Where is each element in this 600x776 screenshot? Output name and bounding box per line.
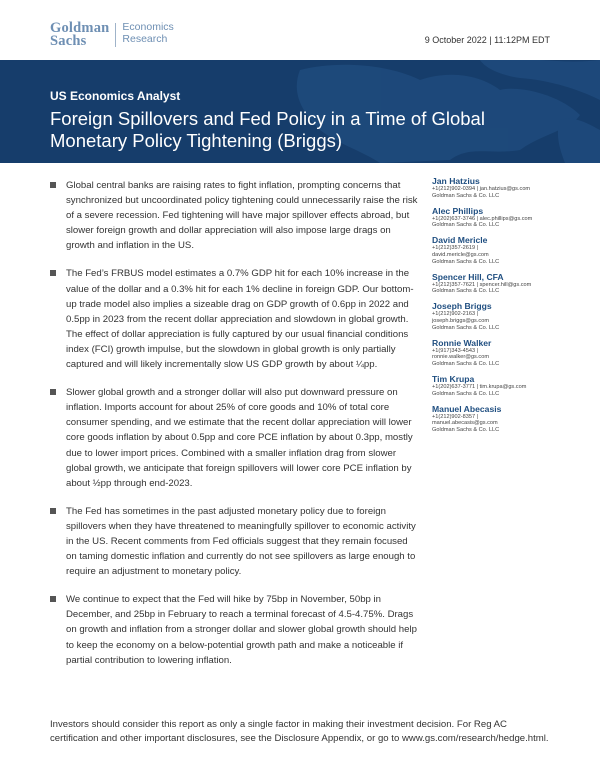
bullet-point: Slower global growth and a stronger dollar will also put downward pressure on inflation. Imports account for about 25% of core goods and 10% of total core consumer spending, and we estimate that the recent dollar appreciation will lower core goods inflation by about 0.5pp and core PCE inflation by about 0.3pp, mostly due to lower import prices. Combined with a smaller inflation drag from slower global growth, we anticipate that foreign spillovers will lower core PCE inflation by about ½pp through end-2023. <box>50 385 420 491</box>
author-contact[interactable]: +1(212)902-0394 | jan.hatzius@gs.com <box>432 186 531 192</box>
author-firm: Goldman Sachs & Co. LLC <box>432 258 500 265</box>
author-firm: Goldman Sachs & Co. LLC <box>432 192 500 199</box>
author-contact[interactable]: +1(212)357-7621 | spencer.hill@gs.com <box>432 281 532 288</box>
author-phone: +1(212)902-8357 | <box>432 413 479 420</box>
author-name[interactable]: Alec Phillips <box>432 205 484 216</box>
author-entry <box>432 338 572 368</box>
goldman-sachs-logo[interactable] <box>50 22 174 48</box>
bullet-square-icon <box>50 182 56 188</box>
author-name[interactable]: Tim Krupa <box>432 373 475 384</box>
author-entry <box>432 206 572 230</box>
author-firm: Goldman Sachs & Co. LLC <box>432 361 500 368</box>
bullet-point: The Fed has sometimes in the past adjusted monetary policy due to foreign spillovers when they have threatened to meaningfully spillover to economic activity in the US. Recent comments from Fed officials suggest that they remain focused on taming domestic inflation and currently do not see spillovers as large enough to require an adjustment to monetary policy. <box>50 504 420 579</box>
author-email[interactable]: joseph.briggs@gs.com <box>432 317 489 324</box>
author-entry <box>432 272 572 296</box>
report-title: Foreign Spillovers and Fed Policy in a Time of Global Monetary Policy Tightening (Briggs) <box>50 108 485 151</box>
author-email[interactable]: david.mericle@gs.com <box>432 251 489 258</box>
bullet-point: Global central banks are raising rates to fight inflation, prompting concerns that synchronized but uncoordinated policy tightening could unnecessarily raise the risk of a severe recession. Fed tightening will have major spillover effects abroad, but slower foreign growth and dollar appreciation will also impose large drags on growth and inflation in the US. <box>50 178 420 253</box>
author-name[interactable]: Spencer Hill, CFA <box>432 271 504 282</box>
author-phone: +1(212)902-2163 | <box>432 311 479 318</box>
author-firm: Goldman Sachs & Co. LLC <box>432 427 500 434</box>
bullet-square-icon <box>50 270 56 276</box>
key-points <box>50 178 420 681</box>
author-firm: Goldman Sachs & Co. LLC <box>432 390 500 397</box>
author-name[interactable]: Joseph Briggs <box>432 301 492 312</box>
logo-divider <box>115 23 116 47</box>
author-entry <box>432 301 572 331</box>
author-list <box>432 176 572 440</box>
author-contact[interactable]: +1(202)637-3771 | tim.krupa@gs.com <box>432 383 527 390</box>
author-contact[interactable]: +1(202)637-3746 | alec.phillips@gs.com <box>432 215 533 222</box>
author-name[interactable]: Jan Hatzius <box>432 176 480 186</box>
series-name: US Economics Analyst <box>50 89 181 103</box>
author-entry <box>432 235 572 265</box>
bullet-square-icon <box>50 596 56 602</box>
bullet-point: The Fed’s FRBUS model estimates a 0.7% GDP hit for each 10% increase in the value of the dollar and a 0.3% hit for each 1% decline in foreign GDP. Our bottom-up trade model also implies a sizeable drag on GDP growth of 0.6pp in 2022 and 0.5pp in 2023 from the recent dollar appreciation and slowdown in global growth. The effect of dollar appreciation is fully captured by our usual financial conditions index (FCI) growth impulse, but the slowdown in global growth is only partially captured and will likely incrementally slow US GDP growth by about ¼pp. <box>50 266 420 372</box>
author-name[interactable]: Manuel Abecasis <box>432 403 502 414</box>
bullet-square-icon <box>50 389 56 395</box>
author-name[interactable]: Ronnie Walker <box>432 337 492 348</box>
author-entry <box>432 176 572 200</box>
author-entry <box>432 374 572 398</box>
disclosure-note: Investors should consider this report as only a single factor in making their investment decision. For Reg AC certification and other important disclosures, see the Disclosure Appendix, or go to www.gs.com/research/hedge.html. <box>50 719 549 744</box>
publication-date: 9 October 2022 | 11:12PM EDT <box>424 35 550 45</box>
division-name: Economics Research <box>122 21 174 45</box>
author-entry <box>432 404 572 434</box>
author-firm: Goldman Sachs & Co. LLC <box>432 324 500 331</box>
bullet-point: We continue to expect that the Fed will hike by 75bp in November, 50bp in December, and 25bp in February to reach a terminal forecast of 4.5-4.75%. Drags on growth and inflation from a stronger dollar and slower global growth should help to keep the economy on a below-potential growth path and make a noticeable if partial contribution to lowering inflation. <box>50 592 420 667</box>
author-email[interactable]: ronnie.walker@gs.com <box>432 354 489 361</box>
author-phone: +1(212)357-2619 | <box>432 245 479 252</box>
author-name[interactable]: David Mericle <box>432 235 488 246</box>
top-bar <box>0 0 600 60</box>
author-phone: +1(917)343-4543 | <box>432 347 479 354</box>
author-firm: Goldman Sachs & Co. LLC <box>432 222 500 229</box>
logo-wordmark: Goldman Sachs <box>50 20 110 49</box>
bullet-square-icon <box>50 508 56 514</box>
author-email[interactable]: manuel.abecasis@gs.com <box>432 420 498 427</box>
author-firm: Goldman Sachs & Co. LLC <box>432 288 500 295</box>
